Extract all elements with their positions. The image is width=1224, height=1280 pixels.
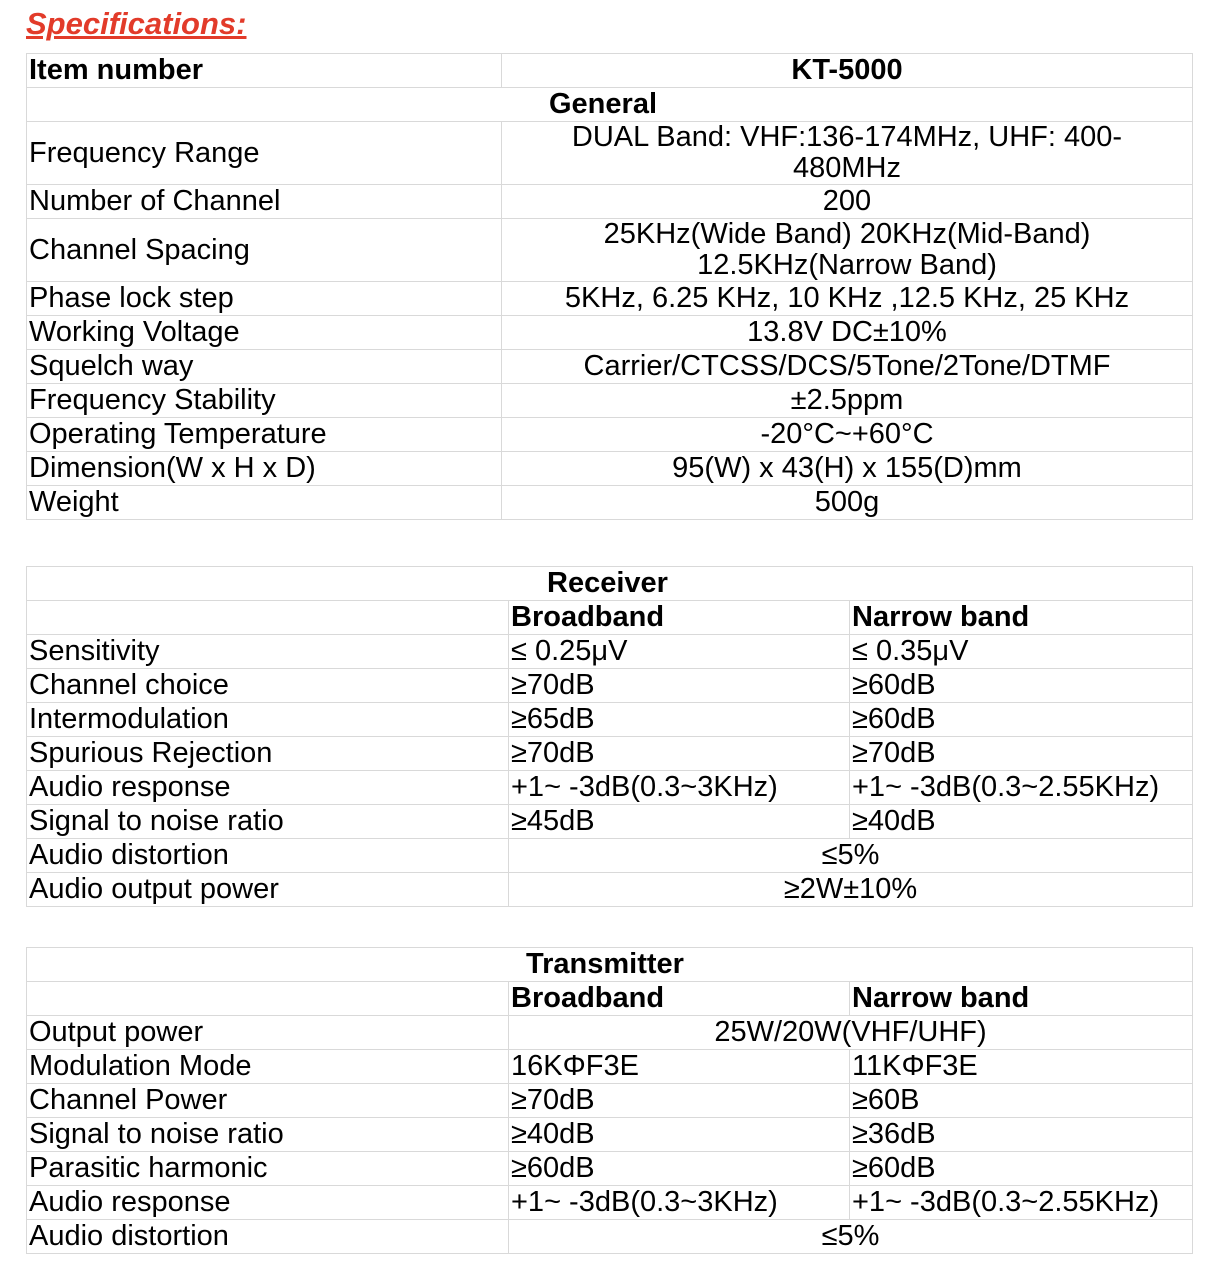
narrowband-value: ≥70dB xyxy=(850,737,1193,771)
broadband-value: ≤ 0.25μV xyxy=(509,635,850,669)
broadband-value: ≥40dB xyxy=(509,1118,850,1152)
table-row xyxy=(27,1050,1193,1084)
broadband-value: ≥70dB xyxy=(509,669,850,703)
narrowband-value: ≥60dB xyxy=(850,1152,1193,1186)
broadband-value: 16KΦF3E xyxy=(509,1050,850,1084)
table-row xyxy=(27,1016,1193,1050)
broadband-value: ≥65dB xyxy=(509,703,850,737)
table-row xyxy=(27,669,1193,703)
page-title: Specifications: xyxy=(26,6,247,41)
spec-value: 95(W) x 43(H) x 155(D)mm xyxy=(502,452,1193,486)
table-row xyxy=(27,316,1193,350)
spec-label: Audio distortion xyxy=(27,1220,509,1254)
spec-label: Audio output power xyxy=(27,873,509,907)
table-row xyxy=(27,1152,1193,1186)
spec-label: Channel choice xyxy=(27,669,509,703)
table-row xyxy=(27,635,1193,669)
table-row xyxy=(27,486,1193,520)
spec-label: Working Voltage xyxy=(27,316,502,350)
spec-label: Spurious Rejection xyxy=(27,737,509,771)
transmitter-section-title: Transmitter xyxy=(27,948,1193,982)
spec-label: Signal to noise ratio xyxy=(27,805,509,839)
general-specs-table xyxy=(26,53,1193,520)
empty-cell xyxy=(27,982,509,1016)
table-row xyxy=(27,771,1193,805)
broadband-column-header: Broadband xyxy=(509,982,850,1016)
table-row xyxy=(27,1186,1193,1220)
table-row xyxy=(27,601,1193,635)
table-row xyxy=(27,350,1193,384)
general-section-title: General xyxy=(27,88,1193,122)
spec-label: Output power xyxy=(27,1016,509,1050)
narrowband-value: 11KΦF3E xyxy=(850,1050,1193,1084)
narrowband-value: +1~ -3dB(0.3~2.55KHz) xyxy=(850,771,1193,805)
spec-value: ≤5% xyxy=(509,839,1193,873)
narrowband-value: +1~ -3dB(0.3~2.55KHz) xyxy=(850,1186,1193,1220)
table-row xyxy=(27,873,1193,907)
broadband-value: ≥60dB xyxy=(509,1152,850,1186)
broadband-value: +1~ -3dB(0.3~3KHz) xyxy=(509,771,850,805)
spec-value: 5KHz, 6.25 KHz, 10 KHz ,12.5 KHz, 25 KHz xyxy=(502,282,1193,316)
table-row xyxy=(27,805,1193,839)
spec-label: Dimension(W x H x D) xyxy=(27,452,502,486)
table-row xyxy=(27,122,1193,185)
table-row xyxy=(27,282,1193,316)
narrowband-column-header: Narrow band xyxy=(850,982,1193,1016)
item-number-value: KT-5000 xyxy=(502,54,1193,88)
table-row xyxy=(27,1220,1193,1254)
table-row xyxy=(27,948,1193,982)
spec-label: Phase lock step xyxy=(27,282,502,316)
spec-label: Weight xyxy=(27,486,502,520)
spec-label: Squelch way xyxy=(27,350,502,384)
narrowband-value: ≥40dB xyxy=(850,805,1193,839)
table-row xyxy=(27,567,1193,601)
narrowband-value: ≥36dB xyxy=(850,1118,1193,1152)
spec-value: 25KHz(Wide Band) 20KHz(Mid-Band) 12.5KHz(Narrow Band) xyxy=(502,219,1193,282)
spec-value: DUAL Band: VHF:136-174MHz, UHF: 400-480MHz xyxy=(502,122,1193,185)
item-number-label: Item number xyxy=(27,54,502,88)
spec-label: Channel Power xyxy=(27,1084,509,1118)
receiver-section-title: Receiver xyxy=(27,567,1193,601)
broadband-value: ≥70dB xyxy=(509,737,850,771)
broadband-column-header: Broadband xyxy=(509,601,850,635)
table-row xyxy=(27,54,1193,88)
narrowband-value: ≥60dB xyxy=(850,703,1193,737)
empty-cell xyxy=(27,601,509,635)
transmitter-specs-table xyxy=(26,947,1193,1254)
table-row xyxy=(27,1084,1193,1118)
spec-label: Sensitivity xyxy=(27,635,509,669)
spec-label: Parasitic harmonic xyxy=(27,1152,509,1186)
broadband-value: +1~ -3dB(0.3~3KHz) xyxy=(509,1186,850,1220)
spec-value: 200 xyxy=(502,185,1193,219)
spec-label: Channel Spacing xyxy=(27,219,502,282)
spec-label: Audio response xyxy=(27,771,509,805)
spec-label: Audio response xyxy=(27,1186,509,1220)
spec-label: Signal to noise ratio xyxy=(27,1118,509,1152)
spec-label: Modulation Mode xyxy=(27,1050,509,1084)
table-row xyxy=(27,418,1193,452)
table-row xyxy=(27,185,1193,219)
table-row xyxy=(27,839,1193,873)
narrowband-value: ≥60dB xyxy=(850,669,1193,703)
table-row xyxy=(27,737,1193,771)
spec-value: ±2.5ppm xyxy=(502,384,1193,418)
narrowband-value: ≤ 0.35μV xyxy=(850,635,1193,669)
spec-value: ≥2W±10% xyxy=(509,873,1193,907)
spec-value: 500g xyxy=(502,486,1193,520)
spec-label: Operating Temperature xyxy=(27,418,502,452)
table-row xyxy=(27,703,1193,737)
spec-value: 25W/20W(VHF/UHF) xyxy=(509,1016,1193,1050)
table-row xyxy=(27,1118,1193,1152)
spec-value: ≤5% xyxy=(509,1220,1193,1254)
broadband-value: ≥70dB xyxy=(509,1084,850,1118)
spec-value: 13.8V DC±10% xyxy=(502,316,1193,350)
narrowband-column-header: Narrow band xyxy=(850,601,1193,635)
receiver-specs-table xyxy=(26,566,1193,907)
table-row xyxy=(27,219,1193,282)
spec-label: Intermodulation xyxy=(27,703,509,737)
spec-value: -20°C~+60°C xyxy=(502,418,1193,452)
spec-label: Frequency Range xyxy=(27,122,502,185)
table-row xyxy=(27,88,1193,122)
spec-value: Carrier/CTCSS/DCS/5Tone/2Tone/DTMF xyxy=(502,350,1193,384)
table-row xyxy=(27,452,1193,486)
spec-label: Number of Channel xyxy=(27,185,502,219)
broadband-value: ≥45dB xyxy=(509,805,850,839)
table-row xyxy=(27,982,1193,1016)
spec-label: Frequency Stability xyxy=(27,384,502,418)
narrowband-value: ≥60B xyxy=(850,1084,1193,1118)
table-row xyxy=(27,384,1193,418)
spec-label: Audio distortion xyxy=(27,839,509,873)
